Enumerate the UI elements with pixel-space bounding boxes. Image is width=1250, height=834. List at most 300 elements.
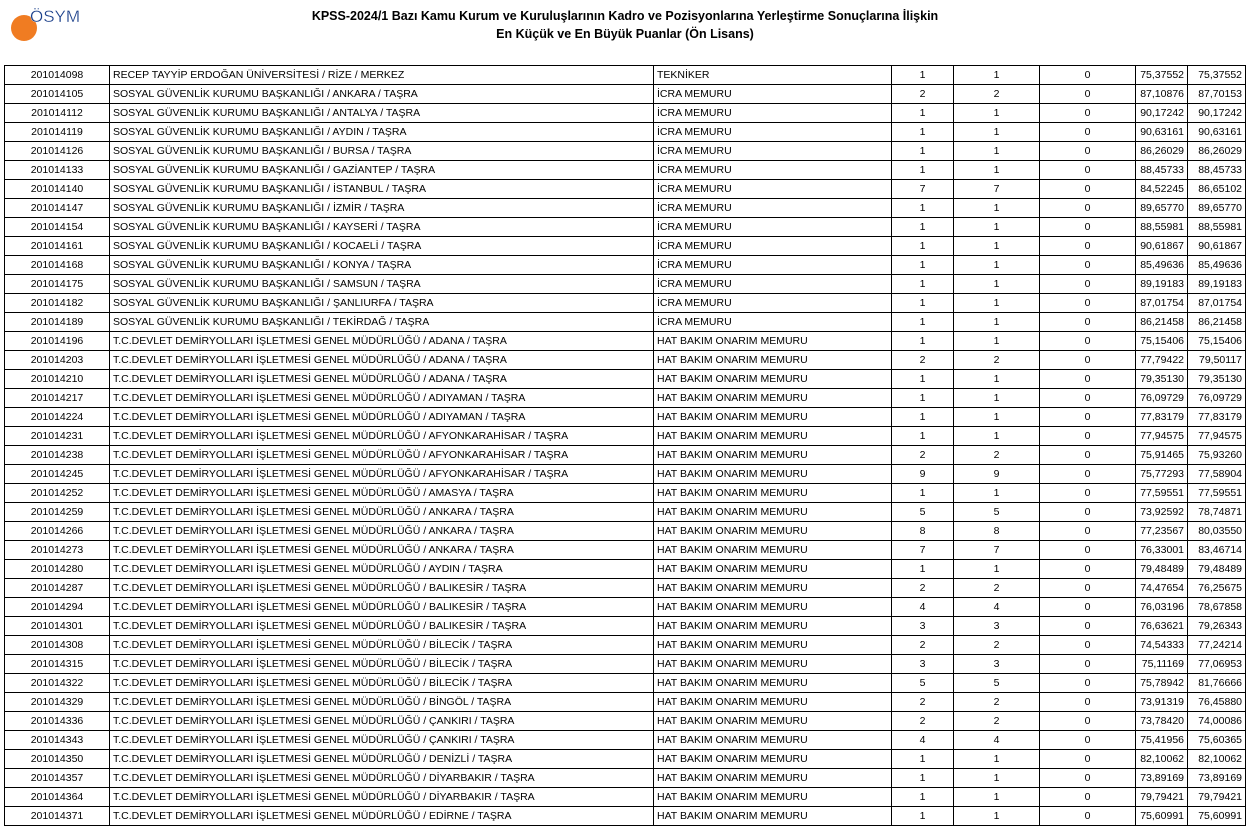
vacant-cell: 0 [1040,503,1136,522]
placed-cell: 1 [954,237,1040,256]
vacant-cell: 0 [1040,313,1136,332]
max-score-cell: 86,21458 [1188,313,1246,332]
table-row [5,161,1246,180]
institution-cell: T.C.DEVLET DEMİRYOLLARI İŞLETMESİ GENEL MÜDÜRLÜĞÜ / ADIYAMAN / TAŞRA [110,389,654,408]
min-score-cell: 75,41956 [1136,731,1188,750]
vacant-cell: 0 [1040,294,1136,313]
position-code-cell: 201014287 [5,579,110,598]
position-code-cell: 201014098 [5,66,110,85]
title-cell: HAT BAKIM ONARIM MEMURU [654,522,892,541]
title-cell: HAT BAKIM ONARIM MEMURU [654,750,892,769]
institution-cell: SOSYAL GÜVENLİK KURUMU BAŞKANLIĞI / İZMİR / TAŞRA [110,199,654,218]
placed-cell: 2 [954,693,1040,712]
title-cell: HAT BAKIM ONARIM MEMURU [654,465,892,484]
quota-cell: 2 [892,446,954,465]
position-code-cell: 201014308 [5,636,110,655]
position-code-cell: 201014357 [5,769,110,788]
position-code-cell: 201014315 [5,655,110,674]
institution-cell: T.C.DEVLET DEMİRYOLLARI İŞLETMESİ GENEL MÜDÜRLÜĞÜ / ADANA / TAŞRA [110,351,654,370]
vacant-cell: 0 [1040,199,1136,218]
max-score-cell: 79,35130 [1188,370,1246,389]
results-table [4,65,1246,826]
min-score-cell: 88,45733 [1136,161,1188,180]
vacant-cell: 0 [1040,389,1136,408]
max-score-cell: 76,25675 [1188,579,1246,598]
position-code-cell: 201014168 [5,256,110,275]
min-score-cell: 77,83179 [1136,408,1188,427]
quota-cell: 1 [892,104,954,123]
position-code-cell: 201014259 [5,503,110,522]
quota-cell: 4 [892,598,954,617]
min-score-cell: 73,78420 [1136,712,1188,731]
position-code-cell: 201014238 [5,446,110,465]
placed-cell: 1 [954,807,1040,826]
vacant-cell: 0 [1040,427,1136,446]
position-code-cell: 201014203 [5,351,110,370]
institution-cell: T.C.DEVLET DEMİRYOLLARI İŞLETMESİ GENEL MÜDÜRLÜĞÜ / DENİZLİ / TAŞRA [110,750,654,769]
position-code-cell: 201014343 [5,731,110,750]
max-score-cell: 75,60365 [1188,731,1246,750]
max-score-cell: 79,48489 [1188,560,1246,579]
institution-cell: SOSYAL GÜVENLİK KURUMU BAŞKANLIĞI / SAMSUN / TAŞRA [110,275,654,294]
position-code-cell: 201014322 [5,674,110,693]
institution-cell: SOSYAL GÜVENLİK KURUMU BAŞKANLIĞI / İSTANBUL / TAŞRA [110,180,654,199]
title-cell: İCRA MEMURU [654,313,892,332]
quota-cell: 5 [892,674,954,693]
title-cell: HAT BAKIM ONARIM MEMURU [654,655,892,674]
placed-cell: 1 [954,484,1040,503]
vacant-cell: 0 [1040,750,1136,769]
title-cell: HAT BAKIM ONARIM MEMURU [654,636,892,655]
min-score-cell: 90,17242 [1136,104,1188,123]
quota-cell: 1 [892,218,954,237]
position-code-cell: 201014252 [5,484,110,503]
results-table-body [5,66,1246,826]
institution-cell: SOSYAL GÜVENLİK KURUMU BAŞKANLIĞI / ŞANLIURFA / TAŞRA [110,294,654,313]
institution-cell: T.C.DEVLET DEMİRYOLLARI İŞLETMESİ GENEL MÜDÜRLÜĞÜ / ADANA / TAŞRA [110,332,654,351]
vacant-cell: 0 [1040,142,1136,161]
institution-cell: T.C.DEVLET DEMİRYOLLARI İŞLETMESİ GENEL MÜDÜRLÜĞÜ / ÇANKIRI / TAŞRA [110,712,654,731]
position-code-cell: 201014119 [5,123,110,142]
placed-cell: 7 [954,180,1040,199]
title-cell: TEKNİKER [654,66,892,85]
max-score-cell: 77,94575 [1188,427,1246,446]
max-score-cell: 87,01754 [1188,294,1246,313]
institution-cell: SOSYAL GÜVENLİK KURUMU BAŞKANLIĞI / KONYA / TAŞRA [110,256,654,275]
max-score-cell: 79,50117 [1188,351,1246,370]
placed-cell: 3 [954,617,1040,636]
max-score-cell: 85,49636 [1188,256,1246,275]
position-code-cell: 201014364 [5,788,110,807]
vacant-cell: 0 [1040,522,1136,541]
placed-cell: 1 [954,769,1040,788]
placed-cell: 2 [954,712,1040,731]
min-score-cell: 84,52245 [1136,180,1188,199]
placed-cell: 1 [954,256,1040,275]
institution-cell: SOSYAL GÜVENLİK KURUMU BAŞKANLIĞI / AYDIN / TAŞRA [110,123,654,142]
min-score-cell: 76,09729 [1136,389,1188,408]
vacant-cell: 0 [1040,104,1136,123]
vacant-cell: 0 [1040,788,1136,807]
max-score-cell: 86,65102 [1188,180,1246,199]
max-score-cell: 81,76666 [1188,674,1246,693]
title-cell: İCRA MEMURU [654,104,892,123]
institution-cell: T.C.DEVLET DEMİRYOLLARI İŞLETMESİ GENEL MÜDÜRLÜĞÜ / BALIKESİR / TAŞRA [110,617,654,636]
vacant-cell: 0 [1040,408,1136,427]
quota-cell: 1 [892,427,954,446]
title-cell: HAT BAKIM ONARIM MEMURU [654,598,892,617]
vacant-cell: 0 [1040,123,1136,142]
title-cell: İCRA MEMURU [654,237,892,256]
quota-cell: 2 [892,693,954,712]
min-score-cell: 88,55981 [1136,218,1188,237]
table-row [5,408,1246,427]
placed-cell: 4 [954,731,1040,750]
quota-cell: 2 [892,636,954,655]
table-row [5,484,1246,503]
position-code-cell: 201014245 [5,465,110,484]
min-score-cell: 76,33001 [1136,541,1188,560]
vacant-cell: 0 [1040,465,1136,484]
max-score-cell: 90,61867 [1188,237,1246,256]
quota-cell: 3 [892,617,954,636]
placed-cell: 8 [954,522,1040,541]
max-score-cell: 75,15406 [1188,332,1246,351]
min-score-cell: 73,92592 [1136,503,1188,522]
table-row [5,750,1246,769]
quota-cell: 9 [892,465,954,484]
placed-cell: 1 [954,66,1040,85]
table-row [5,731,1246,750]
max-score-cell: 80,03550 [1188,522,1246,541]
max-score-cell: 88,45733 [1188,161,1246,180]
max-score-cell: 75,60991 [1188,807,1246,826]
max-score-cell: 79,26343 [1188,617,1246,636]
title-cell: HAT BAKIM ONARIM MEMURU [654,674,892,693]
position-code-cell: 201014154 [5,218,110,237]
institution-cell: T.C.DEVLET DEMİRYOLLARI İŞLETMESİ GENEL MÜDÜRLÜĞÜ / ANKARA / TAŞRA [110,503,654,522]
institution-cell: T.C.DEVLET DEMİRYOLLARI İŞLETMESİ GENEL MÜDÜRLÜĞÜ / AYDIN / TAŞRA [110,560,654,579]
min-score-cell: 77,94575 [1136,427,1188,446]
vacant-cell: 0 [1040,731,1136,750]
table-row [5,256,1246,275]
title-cell: İCRA MEMURU [654,161,892,180]
quota-cell: 1 [892,142,954,161]
position-code-cell: 201014266 [5,522,110,541]
vacant-cell: 0 [1040,351,1136,370]
table-row [5,712,1246,731]
table-row [5,636,1246,655]
max-score-cell: 86,26029 [1188,142,1246,161]
min-score-cell: 90,63161 [1136,123,1188,142]
min-score-cell: 75,60991 [1136,807,1188,826]
quota-cell: 1 [892,807,954,826]
min-score-cell: 74,54333 [1136,636,1188,655]
max-score-cell: 82,10062 [1188,750,1246,769]
title-cell: HAT BAKIM ONARIM MEMURU [654,408,892,427]
quota-cell: 1 [892,161,954,180]
table-row [5,142,1246,161]
quota-cell: 1 [892,275,954,294]
placed-cell: 1 [954,427,1040,446]
quota-cell: 3 [892,655,954,674]
institution-cell: T.C.DEVLET DEMİRYOLLARI İŞLETMESİ GENEL MÜDÜRLÜĞÜ / BİLECİK / TAŞRA [110,655,654,674]
institution-cell: T.C.DEVLET DEMİRYOLLARI İŞLETMESİ GENEL MÜDÜRLÜĞÜ / ADIYAMAN / TAŞRA [110,408,654,427]
max-score-cell: 76,09729 [1188,389,1246,408]
table-row [5,180,1246,199]
title-cell: HAT BAKIM ONARIM MEMURU [654,617,892,636]
institution-cell: T.C.DEVLET DEMİRYOLLARI İŞLETMESİ GENEL MÜDÜRLÜĞÜ / BİLECİK / TAŞRA [110,636,654,655]
min-score-cell: 82,10062 [1136,750,1188,769]
institution-cell: SOSYAL GÜVENLİK KURUMU BAŞKANLIĞI / ANKARA / TAŞRA [110,85,654,104]
min-score-cell: 75,11169 [1136,655,1188,674]
institution-cell: T.C.DEVLET DEMİRYOLLARI İŞLETMESİ GENEL MÜDÜRLÜĞÜ / BİNGÖL / TAŞRA [110,693,654,712]
table-row [5,674,1246,693]
placed-cell: 2 [954,579,1040,598]
min-score-cell: 75,77293 [1136,465,1188,484]
table-row [5,370,1246,389]
vacant-cell: 0 [1040,85,1136,104]
table-row [5,427,1246,446]
max-score-cell: 89,19183 [1188,275,1246,294]
position-code-cell: 201014182 [5,294,110,313]
table-row [5,503,1246,522]
table-row [5,332,1246,351]
quota-cell: 7 [892,541,954,560]
institution-cell: T.C.DEVLET DEMİRYOLLARI İŞLETMESİ GENEL MÜDÜRLÜĞÜ / BİLECİK / TAŞRA [110,674,654,693]
min-score-cell: 77,59551 [1136,484,1188,503]
min-score-cell: 75,91465 [1136,446,1188,465]
min-score-cell: 87,10876 [1136,85,1188,104]
max-score-cell: 78,67858 [1188,598,1246,617]
institution-cell: T.C.DEVLET DEMİRYOLLARI İŞLETMESİ GENEL MÜDÜRLÜĞÜ / AFYONKARAHİSAR / TAŞRA [110,446,654,465]
placed-cell: 2 [954,636,1040,655]
institution-cell: T.C.DEVLET DEMİRYOLLARI İŞLETMESİ GENEL MÜDÜRLÜĞÜ / DİYARBAKIR / TAŞRA [110,769,654,788]
table-row [5,313,1246,332]
title-cell: İCRA MEMURU [654,294,892,313]
position-code-cell: 201014273 [5,541,110,560]
quota-cell: 1 [892,484,954,503]
quota-cell: 2 [892,85,954,104]
title-cell: HAT BAKIM ONARIM MEMURU [654,712,892,731]
table-row [5,237,1246,256]
table-row [5,123,1246,142]
page-title-line1: KPSS-2024/1 Bazı Kamu Kurum ve Kuruluşlarının Kadro ve Pozisyonlarına Yerleştirme Sonuçlarına İlişkin [311,9,939,23]
title-cell: HAT BAKIM ONARIM MEMURU [654,351,892,370]
vacant-cell: 0 [1040,674,1136,693]
position-code-cell: 201014294 [5,598,110,617]
placed-cell: 1 [954,332,1040,351]
max-score-cell: 79,79421 [1188,788,1246,807]
institution-cell: T.C.DEVLET DEMİRYOLLARI İŞLETMESİ GENEL MÜDÜRLÜĞÜ / ÇANKIRI / TAŞRA [110,731,654,750]
position-code-cell: 201014161 [5,237,110,256]
vacant-cell: 0 [1040,66,1136,85]
institution-cell: SOSYAL GÜVENLİK KURUMU BAŞKANLIĞI / GAZİANTEP / TAŞRA [110,161,654,180]
min-score-cell: 73,91319 [1136,693,1188,712]
quota-cell: 1 [892,294,954,313]
vacant-cell: 0 [1040,598,1136,617]
placed-cell: 7 [954,541,1040,560]
table-row [5,218,1246,237]
vacant-cell: 0 [1040,655,1136,674]
institution-cell: SOSYAL GÜVENLİK KURUMU BAŞKANLIĞI / KOCAELİ / TAŞRA [110,237,654,256]
vacant-cell: 0 [1040,237,1136,256]
placed-cell: 1 [954,370,1040,389]
max-score-cell: 73,89169 [1188,769,1246,788]
max-score-cell: 90,63161 [1188,123,1246,142]
placed-cell: 1 [954,408,1040,427]
placed-cell: 2 [954,351,1040,370]
title-cell: İCRA MEMURU [654,256,892,275]
placed-cell: 1 [954,275,1040,294]
table-row [5,66,1246,85]
max-score-cell: 75,37552 [1188,66,1246,85]
min-score-cell: 79,48489 [1136,560,1188,579]
max-score-cell: 75,93260 [1188,446,1246,465]
min-score-cell: 73,89169 [1136,769,1188,788]
title-cell: HAT BAKIM ONARIM MEMURU [654,332,892,351]
table-row [5,617,1246,636]
quota-cell: 8 [892,522,954,541]
table-row [5,807,1246,826]
max-score-cell: 87,70153 [1188,85,1246,104]
title-cell: HAT BAKIM ONARIM MEMURU [654,731,892,750]
table-row [5,541,1246,560]
min-score-cell: 89,65770 [1136,199,1188,218]
institution-cell: T.C.DEVLET DEMİRYOLLARI İŞLETMESİ GENEL MÜDÜRLÜĞÜ / AMASYA / TAŞRA [110,484,654,503]
table-row [5,560,1246,579]
quota-cell: 1 [892,332,954,351]
max-score-cell: 74,00086 [1188,712,1246,731]
position-code-cell: 201014336 [5,712,110,731]
title-cell: İCRA MEMURU [654,85,892,104]
title-cell: HAT BAKIM ONARIM MEMURU [654,788,892,807]
quota-cell: 2 [892,351,954,370]
position-code-cell: 201014140 [5,180,110,199]
position-code-cell: 201014231 [5,427,110,446]
institution-cell: T.C.DEVLET DEMİRYOLLARI İŞLETMESİ GENEL MÜDÜRLÜĞÜ / AFYONKARAHİSAR / TAŞRA [110,427,654,446]
position-code-cell: 201014196 [5,332,110,351]
title-cell: İCRA MEMURU [654,123,892,142]
position-code-cell: 201014126 [5,142,110,161]
quota-cell: 1 [892,788,954,807]
page-title-line2: En Küçük ve En Büyük Puanlar (Ön Lisans) [496,27,754,41]
institution-cell: T.C.DEVLET DEMİRYOLLARI İŞLETMESİ GENEL MÜDÜRLÜĞÜ / DİYARBAKIR / TAŞRA [110,788,654,807]
institution-cell: T.C.DEVLET DEMİRYOLLARI İŞLETMESİ GENEL MÜDÜRLÜĞÜ / BALIKESİR / TAŞRA [110,598,654,617]
vacant-cell: 0 [1040,541,1136,560]
title-cell: İCRA MEMURU [654,199,892,218]
min-score-cell: 89,19183 [1136,275,1188,294]
table-row [5,693,1246,712]
max-score-cell: 77,06953 [1188,655,1246,674]
min-score-cell: 79,79421 [1136,788,1188,807]
placed-cell: 1 [954,294,1040,313]
vacant-cell: 0 [1040,218,1136,237]
table-row [5,655,1246,674]
quota-cell: 1 [892,769,954,788]
max-score-cell: 88,55981 [1188,218,1246,237]
quota-cell: 1 [892,370,954,389]
institution-cell: T.C.DEVLET DEMİRYOLLARI İŞLETMESİ GENEL MÜDÜRLÜĞÜ / BALIKESİR / TAŞRA [110,579,654,598]
title-cell: HAT BAKIM ONARIM MEMURU [654,427,892,446]
min-score-cell: 86,26029 [1136,142,1188,161]
institution-cell: T.C.DEVLET DEMİRYOLLARI İŞLETMESİ GENEL MÜDÜRLÜĞÜ / ANKARA / TAŞRA [110,541,654,560]
table-row [5,465,1246,484]
vacant-cell: 0 [1040,769,1136,788]
vacant-cell: 0 [1040,560,1136,579]
placed-cell: 1 [954,560,1040,579]
table-row [5,389,1246,408]
position-code-cell: 201014133 [5,161,110,180]
vacant-cell: 0 [1040,484,1136,503]
min-score-cell: 85,49636 [1136,256,1188,275]
logo-text: ÖSYM [30,7,81,26]
title-cell: HAT BAKIM ONARIM MEMURU [654,693,892,712]
position-code-cell: 201014329 [5,693,110,712]
min-score-cell: 76,03196 [1136,598,1188,617]
max-score-cell: 77,59551 [1188,484,1246,503]
institution-cell: T.C.DEVLET DEMİRYOLLARI İŞLETMESİ GENEL MÜDÜRLÜĞÜ / AFYONKARAHİSAR / TAŞRA [110,465,654,484]
institution-cell: SOSYAL GÜVENLİK KURUMU BAŞKANLIĞI / TEKİRDAĞ / TAŞRA [110,313,654,332]
placed-cell: 1 [954,161,1040,180]
table-row [5,294,1246,313]
vacant-cell: 0 [1040,180,1136,199]
table-row [5,85,1246,104]
max-score-cell: 78,74871 [1188,503,1246,522]
title-cell: İCRA MEMURU [654,275,892,294]
min-score-cell: 86,21458 [1136,313,1188,332]
quota-cell: 1 [892,408,954,427]
table-row [5,446,1246,465]
vacant-cell: 0 [1040,446,1136,465]
title-cell: HAT BAKIM ONARIM MEMURU [654,579,892,598]
max-score-cell: 90,17242 [1188,104,1246,123]
position-code-cell: 201014371 [5,807,110,826]
quota-cell: 2 [892,712,954,731]
table-row [5,199,1246,218]
quota-cell: 1 [892,256,954,275]
placed-cell: 5 [954,503,1040,522]
position-code-cell: 201014105 [5,85,110,104]
max-score-cell: 77,24214 [1188,636,1246,655]
placed-cell: 2 [954,446,1040,465]
quota-cell: 1 [892,199,954,218]
position-code-cell: 201014112 [5,104,110,123]
vacant-cell: 0 [1040,807,1136,826]
table-row [5,788,1246,807]
placed-cell: 1 [954,389,1040,408]
table-row [5,522,1246,541]
quota-cell: 1 [892,313,954,332]
min-score-cell: 90,61867 [1136,237,1188,256]
min-score-cell: 87,01754 [1136,294,1188,313]
table-row [5,275,1246,294]
institution-cell: SOSYAL GÜVENLİK KURUMU BAŞKANLIĞI / ANTALYA / TAŞRA [110,104,654,123]
position-code-cell: 201014224 [5,408,110,427]
title-cell: HAT BAKIM ONARIM MEMURU [654,370,892,389]
vacant-cell: 0 [1040,275,1136,294]
title-cell: HAT BAKIM ONARIM MEMURU [654,446,892,465]
placed-cell: 1 [954,750,1040,769]
quota-cell: 1 [892,560,954,579]
vacant-cell: 0 [1040,161,1136,180]
position-code-cell: 201014350 [5,750,110,769]
position-code-cell: 201014147 [5,199,110,218]
vacant-cell: 0 [1040,712,1136,731]
min-score-cell: 75,78942 [1136,674,1188,693]
min-score-cell: 77,79422 [1136,351,1188,370]
position-code-cell: 201014217 [5,389,110,408]
